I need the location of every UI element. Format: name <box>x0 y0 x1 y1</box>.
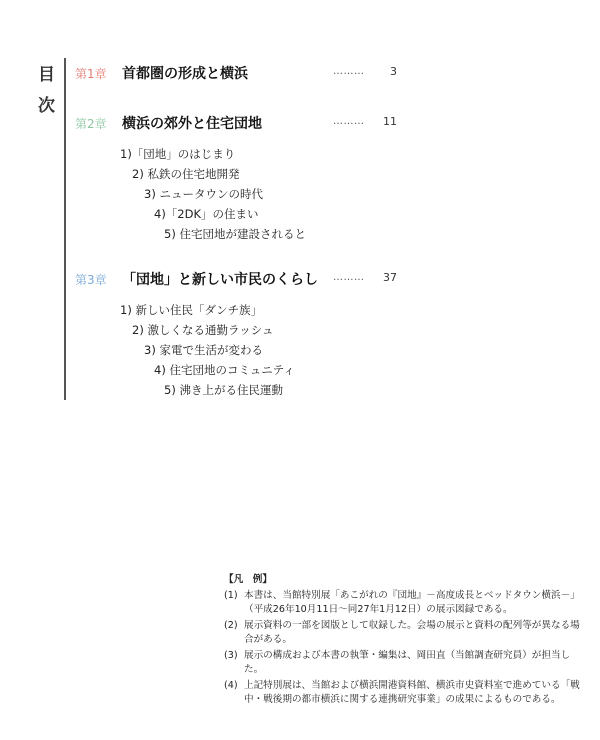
note-item <box>224 679 586 707</box>
notes-block <box>224 573 586 709</box>
chapter-3[interactable] <box>75 268 405 290</box>
section-item[interactable]: 5) 沸き上がる住民運動 <box>164 383 283 397</box>
section-item[interactable]: 4) 住宅団地のコミュニティ <box>154 363 295 377</box>
toc-divider <box>64 58 66 400</box>
leader-dots: ……… <box>333 272 365 283</box>
section-item[interactable]: 2) 激しくなる通勤ラッシュ <box>132 323 274 337</box>
note-number: (2) <box>224 620 238 631</box>
note-text: 本書は、当館特別展「あこがれの『団地』－高度成長とベッドタウン横浜－」（平成26年10月11日～同27年1月12日）の展示図録である。 <box>244 590 580 615</box>
chapter-title: 横浜の郊外と住宅団地 <box>122 116 262 132</box>
chapter-1[interactable] <box>75 62 405 84</box>
page-number: 3 <box>390 65 397 78</box>
note-item <box>224 649 586 677</box>
toc-heading <box>38 60 54 122</box>
note-number: (1) <box>224 590 238 601</box>
leader-dots: ……… <box>333 116 365 127</box>
leader-dots: ……… <box>333 66 365 77</box>
page-number: 11 <box>383 115 397 128</box>
chapter-2[interactable] <box>75 112 405 134</box>
toc-heading-char: 目 <box>38 65 55 85</box>
chapter-number: 第3章 <box>75 272 107 287</box>
note-text: 上記特別展は、当館および横浜開港資料館、横浜市史資料室で進めている「戦中・戦後期の都市横浜に関する連携研究事業」の成果によるものである。 <box>244 680 580 705</box>
chapter-title: 「団地」と新しい市民のくらし <box>122 272 318 288</box>
note-item <box>224 589 586 617</box>
toc-heading-char: 次 <box>38 96 55 116</box>
note-number: (3) <box>224 650 238 661</box>
section-item[interactable]: 4)「2DK」の住まい <box>154 207 259 221</box>
notes-title: 【凡 例】 <box>224 574 272 585</box>
note-text: 展示資料の一部を図版として収録した。会場の展示と資料の配列等が異なる場合がある。 <box>244 620 580 645</box>
note-text: 展示の構成および本書の執筆・編集は、岡田直（当館調査研究員）が担当した。 <box>244 650 571 675</box>
section-item[interactable]: 1) 新しい住民「ダンチ族」 <box>120 303 263 317</box>
chapter-number: 第1章 <box>75 66 107 81</box>
section-item[interactable]: 3) ニュータウンの時代 <box>144 187 263 201</box>
note-number: (4) <box>224 680 238 691</box>
chapter-number: 第2章 <box>75 116 107 131</box>
note-item <box>224 619 586 647</box>
chapter-title: 首都圏の形成と横浜 <box>122 66 248 82</box>
section-item[interactable]: 1)「団地」のはじまり <box>120 147 236 161</box>
section-item[interactable]: 5) 住宅団地が建設されると <box>164 227 306 241</box>
page-number: 37 <box>383 271 397 284</box>
section-item[interactable]: 2) 私鉄の住宅地開発 <box>132 167 240 181</box>
section-item[interactable]: 3) 家電で生活が変わる <box>144 343 263 357</box>
